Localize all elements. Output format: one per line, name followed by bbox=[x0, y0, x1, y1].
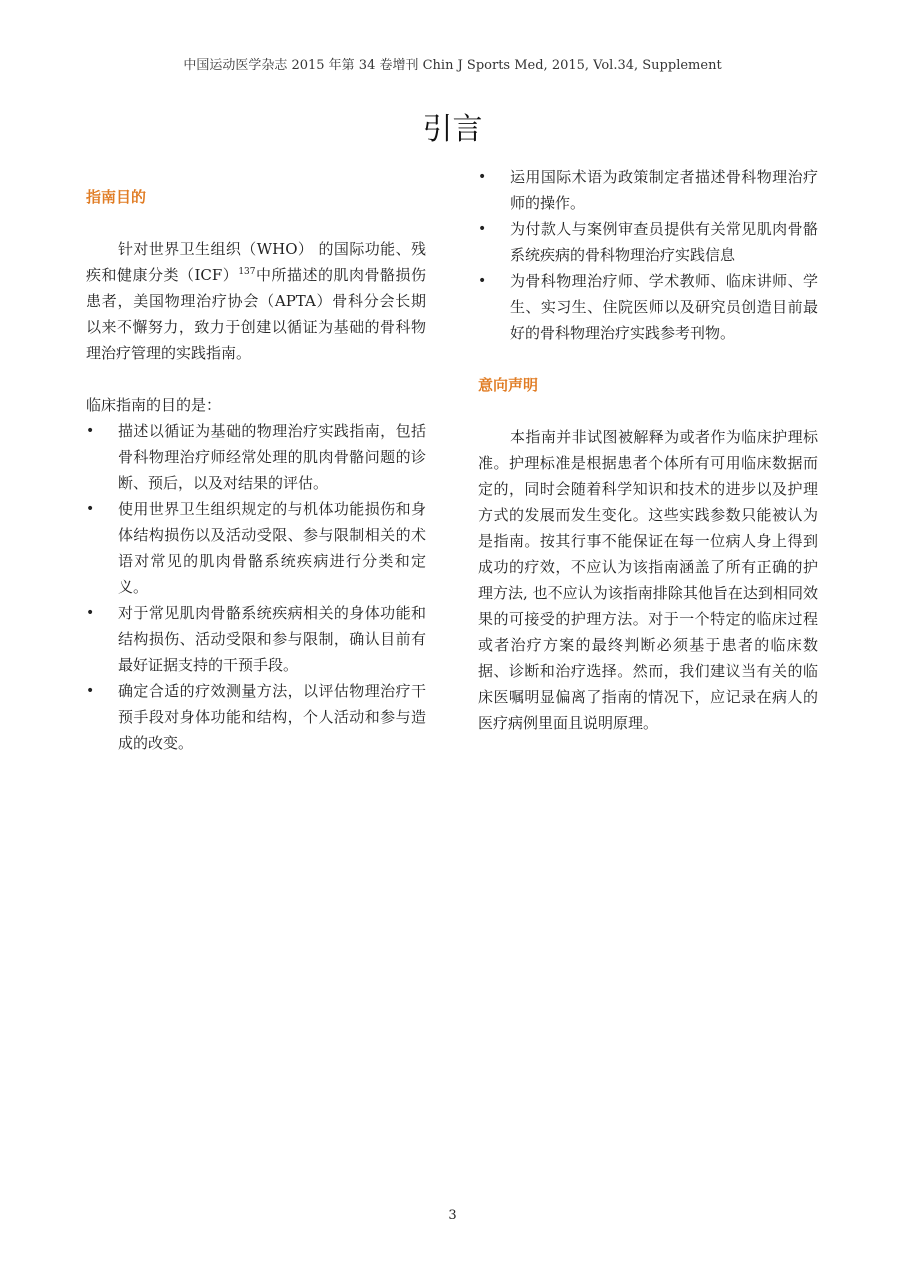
list-item-text: 运用国际术语为政策制定者描述骨科物理治疗师的操作。 bbox=[510, 168, 818, 212]
list-item-text: 使用世界卫生组织规定的与机体功能损伤和身体结构损伤以及活动受限、参与限制相关的术语对常见的肌肉骨骼系统疾病进行分类和定义。 bbox=[118, 500, 426, 596]
list-item bbox=[86, 418, 426, 496]
bullet-icon: • bbox=[478, 221, 487, 237]
intent-statement-paragraph: 本指南并非试图被解释为或者作为临床护理标准。护理标准是根据患者个体所有可用临床数据而定的，同时会随着科学知识和技术的进步以及护理方式的发展而发生变化。这些实践参数只能被认为是指南。按其行事不能保证在每一位病人身上得到成功的疗效，不应认为该指南涵盖了所有正确的护理方法, 也不应认为该指南排除其他旨在达到相同效果的可接受的护理方法。对于一个特定的临床过程或者治疗方案的最终判断必须基于患者的临床数据、诊断和治疗选择。然而，我们建议当有关的临床医嘱明显偏离了指南的情况下，应记录在病人的医疗病例里面且说明原理。 bbox=[478, 428, 818, 732]
list-item bbox=[86, 496, 426, 600]
bullet-icon: • bbox=[86, 501, 95, 517]
bullet-icon: • bbox=[478, 273, 487, 289]
list-item bbox=[86, 600, 426, 678]
list-item-text: 描述以循证为基础的物理治疗实践指南，包括骨科物理治疗师经常处理的肌肉骨骼问题的诊断、预后，以及对结果的评估。 bbox=[118, 422, 426, 492]
list-item-text: 确定合适的疗效测量方法，以评估物理治疗干预手段对身体功能和结构，个人活动和参与造成的改变。 bbox=[118, 682, 426, 752]
list-item-text: 对于常见肌肉骨骼系统疾病相关的身体功能和结构损伤、活动受限和参与限制，确认目前有最好证据支持的干预手段。 bbox=[118, 604, 426, 674]
bullet-icon: • bbox=[478, 169, 487, 185]
bullet-icon: • bbox=[86, 605, 95, 621]
list-item bbox=[478, 216, 818, 268]
section-heading-purpose: 指南目的 bbox=[86, 188, 147, 206]
bullet-icon: • bbox=[86, 423, 95, 439]
left-column bbox=[86, 184, 426, 756]
list-item-text: 为骨科物理治疗师、学术教师、临床讲师、学生、实习生、住院医师以及研究员创造目前最好的骨科物理治疗实践参考刊物。 bbox=[510, 272, 818, 342]
section-heading-intent: 意向声明 bbox=[478, 376, 539, 394]
intro-paragraph bbox=[86, 236, 426, 366]
list-item bbox=[478, 268, 818, 346]
purpose-bullet-list-continued bbox=[478, 164, 818, 346]
purpose-lead: 临床指南的目的是： bbox=[86, 396, 222, 414]
page-number: 3 bbox=[448, 1208, 457, 1223]
list-item-text: 为付款人与案例审查员提供有关常见肌肉骨骼系统疾病的骨科物理治疗实践信息 bbox=[510, 220, 818, 264]
page-title: 引言 bbox=[422, 112, 483, 147]
list-item bbox=[86, 678, 426, 756]
intro-text-post: 中所描述的肌肉骨骼损伤患者，美国物理治疗协会（APTA）骨科分会长期以来不懈努力，致力于创建以循证为基础的骨科物理治疗管理的实践指南。 bbox=[86, 266, 426, 362]
running-header: 中国运动医学杂志 2015 年第 34 卷增刊 Chin J Sports Med, 2015, Vol.34, Supplement bbox=[183, 58, 722, 73]
citation-superscript: 137 bbox=[238, 267, 256, 277]
intro-text-pre: 针对世界卫生组织（WHO） 的国际功能、残疾和健康分类（ICF） bbox=[86, 240, 426, 284]
purpose-bullet-list bbox=[86, 418, 426, 756]
list-item bbox=[478, 164, 818, 216]
bullet-icon: • bbox=[86, 683, 95, 699]
right-column bbox=[478, 164, 818, 736]
